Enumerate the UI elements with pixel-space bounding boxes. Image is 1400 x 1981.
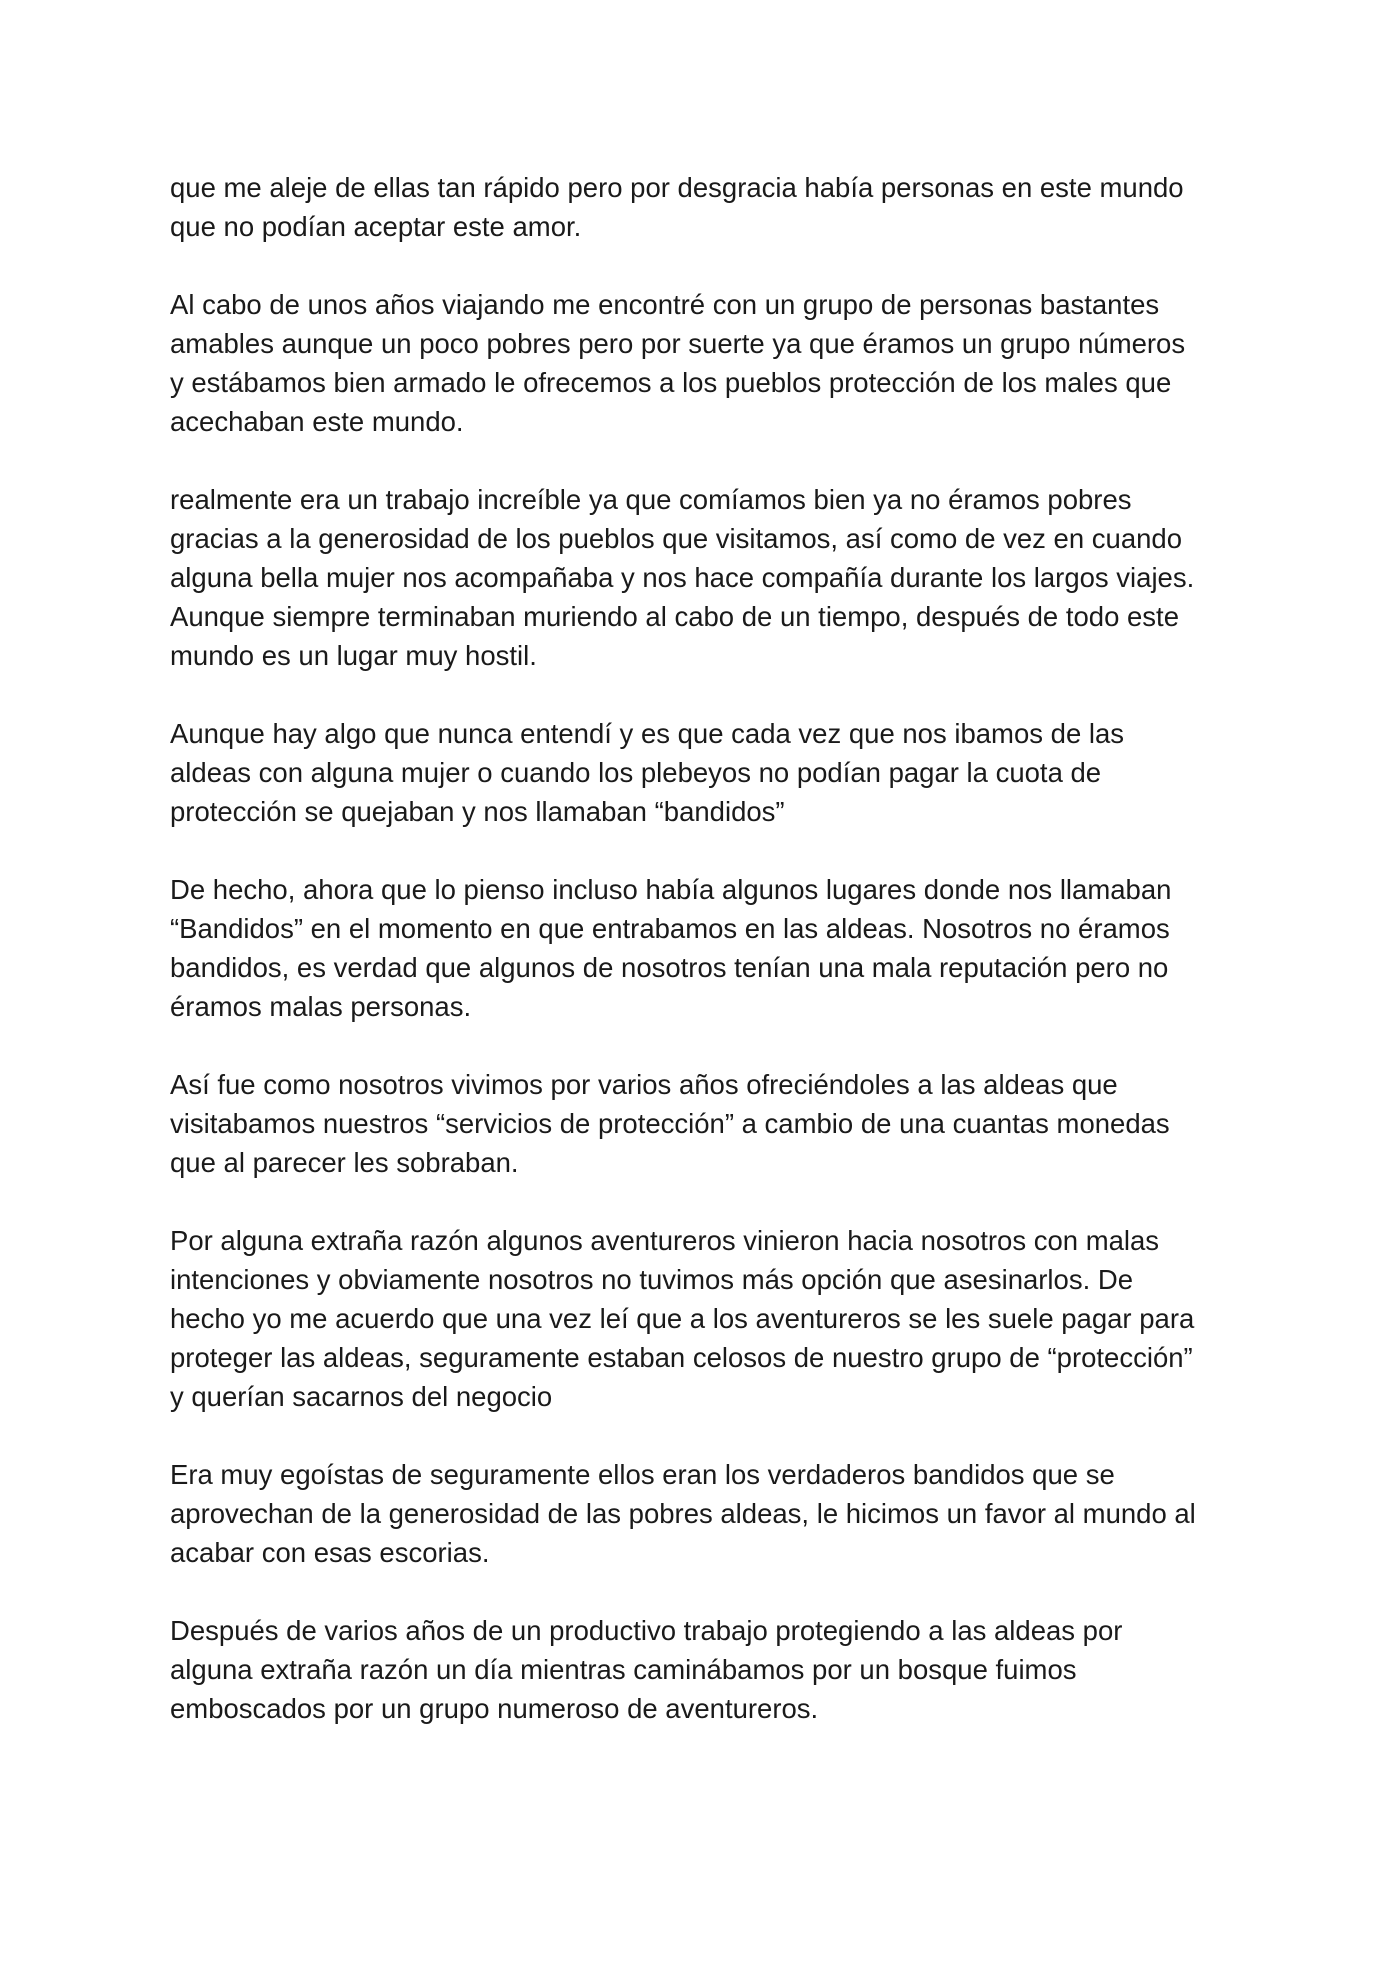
paragraph-1 (170, 168, 1250, 246)
paragraph-2 (170, 285, 1250, 441)
text-line: proteger las aldeas, seguramente estaban celosos de nuestro grupo de “protección” (170, 1342, 1193, 1373)
paragraph-3 (170, 480, 1250, 675)
paragraph-9 (170, 1611, 1250, 1728)
text-line: visitabamos nuestros “servicios de protección” a cambio de una cuantas monedas (170, 1108, 1170, 1139)
text-line: aldeas con alguna mujer o cuando los plebeyos no podían pagar la cuota de (170, 757, 1102, 788)
text-line: Así fue como nosotros vivimos por varios años ofreciéndoles a las aldeas que (170, 1069, 1118, 1100)
paragraph-6 (170, 1065, 1250, 1182)
text-line: Por alguna extraña razón algunos aventureros vinieron hacia nosotros con malas (170, 1225, 1160, 1256)
text-line: Después de varios años de un productivo trabajo protegiendo a las aldeas por (170, 1615, 1123, 1646)
text-line: bandidos, es verdad que algunos de nosotros tenían una mala reputación pero no (170, 952, 1169, 983)
text-line: acechaban este mundo. (170, 406, 464, 437)
text-line: alguna bella mujer nos acompañaba y nos hace compañía durante los largos viajes. (170, 562, 1195, 593)
text-line: emboscados por un grupo numeroso de aventureros. (170, 1693, 819, 1724)
text-line: que al parecer les sobraban. (170, 1147, 519, 1178)
text-line: alguna extraña razón un día mientras caminábamos por un bosque fuimos (170, 1654, 1077, 1685)
text-line: Aunque siempre terminaban muriendo al cabo de un tiempo, después de todo este (170, 601, 1179, 632)
text-line: mundo es un lugar muy hostil. (170, 640, 537, 671)
paragraph-7 (170, 1221, 1250, 1416)
text-line: Al cabo de unos años viajando me encontré con un grupo de personas bastantes (170, 289, 1160, 320)
text-line: realmente era un trabajo increíble ya que comíamos bien ya no éramos pobres (170, 484, 1132, 515)
text-line: gracias a la generosidad de los pueblos que visitamos, así como de vez en cuando (170, 523, 1183, 554)
text-line: De hecho, ahora que lo pienso incluso había algunos lugares donde nos llamaban (170, 874, 1172, 905)
document-body (170, 168, 1250, 1767)
text-line: Era muy egoístas de seguramente ellos eran los verdaderos bandidos que se (170, 1459, 1115, 1490)
paragraph-8 (170, 1455, 1250, 1572)
text-line: amables aunque un poco pobres pero por suerte ya que éramos un grupo números (170, 328, 1186, 359)
text-line: hecho yo me acuerdo que una vez leí que a los aventureros se les suele pagar para (170, 1303, 1195, 1334)
text-line: protección se quejaban y nos llamaban “bandidos” (170, 796, 785, 827)
text-line: “Bandidos” en el momento en que entrabamos en las aldeas. Nosotros no éramos (170, 913, 1170, 944)
text-line: acabar con esas escorias. (170, 1537, 490, 1568)
text-line: intenciones y obviamente nosotros no tuvimos más opción que asesinarlos. De (170, 1264, 1134, 1295)
paragraph-5 (170, 870, 1250, 1026)
text-line: Aunque hay algo que nunca entendí y es que cada vez que nos ibamos de las (170, 718, 1125, 749)
text-line: éramos malas personas. (170, 991, 472, 1022)
paragraph-4 (170, 714, 1250, 831)
text-line: que me aleje de ellas tan rápido pero por desgracia había personas en este mundo (170, 172, 1184, 203)
text-line: y querían sacarnos del negocio (170, 1381, 553, 1412)
text-line: aprovechan de la generosidad de las pobres aldeas, le hicimos un favor al mundo al (170, 1498, 1196, 1529)
text-line: y estábamos bien armado le ofrecemos a los pueblos protección de los males que (170, 367, 1172, 398)
text-line: que no podían aceptar este amor. (170, 211, 582, 242)
